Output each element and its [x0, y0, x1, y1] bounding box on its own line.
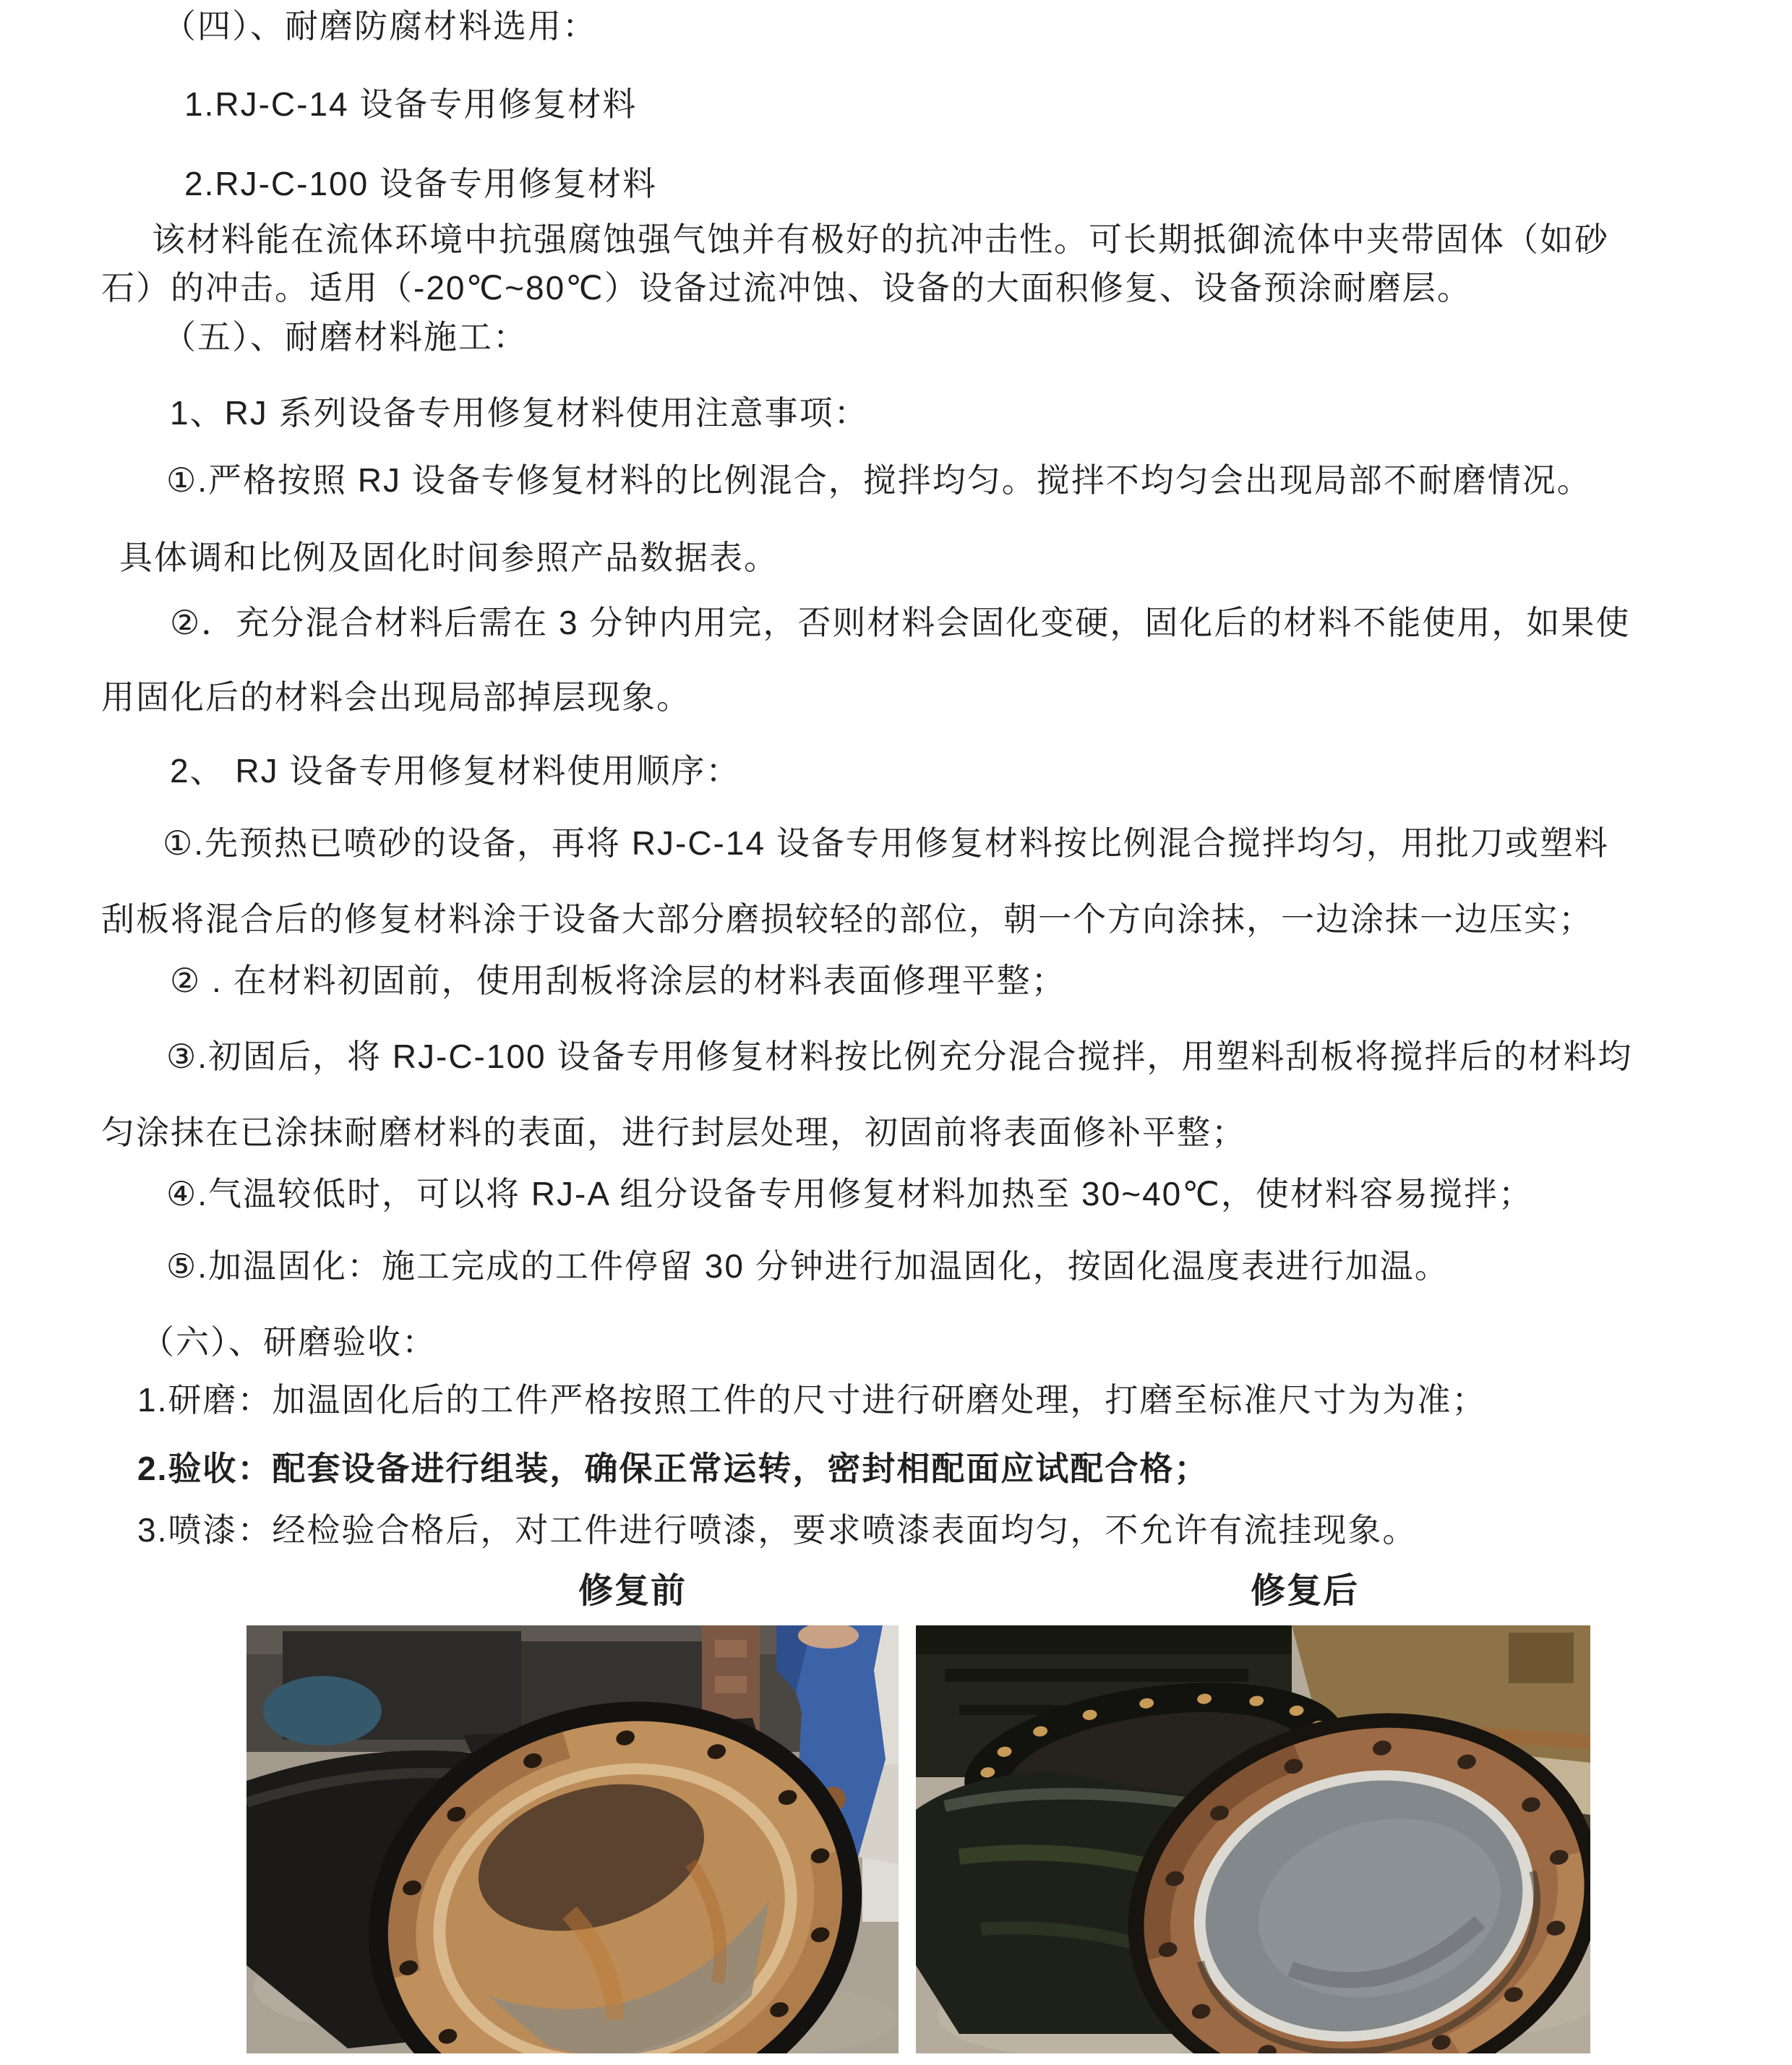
text-line: 匀涂抹在已涂抹耐磨材料的表面，进行封层处理，初固前将表面修补平整；: [101, 1113, 1246, 1151]
figure-row: [246, 1625, 1792, 2053]
list-item: ⑤.加温固化：施工完成的工件停留 30 分钟进行加温固化，按固化温度表进行加温。: [166, 1247, 1449, 1285]
caption-after-repair: 修复后: [1251, 1572, 1360, 1610]
list-item: 1.RJ-C-14 设备专用修复材料: [184, 85, 638, 123]
list-item: ②．充分混合材料后需在 3 分钟内用完，否则材料会固化变硬，固化后的材料不能使用，如果使: [170, 604, 1631, 641]
text-line: 石）的冲击。适用（-20℃~80℃）设备过流冲蚀、设备的大面积修复、设备预涂耐磨层。: [101, 269, 1472, 307]
section-heading: （四）、耐磨防腐材料选用：: [163, 7, 597, 45]
list-item: 2、 RJ 设备专用修复材料使用顺序：: [170, 752, 741, 790]
caption-before-repair: 修复前: [578, 1572, 687, 1610]
list-item: 2.RJ-C-100 设备专用修复材料: [184, 165, 657, 202]
document-text-block: [0, 7, 1792, 1549]
photo-before-repair: [246, 1625, 899, 2053]
list-item: 1.研磨：加温固化后的工件严格按照工件的尺寸进行研磨处理，打磨至标准尺寸为为准；: [137, 1381, 1487, 1419]
text-line: 该材料能在流体环境中抗强腐蚀强气蚀并有极好的抗冲击性。可长期抵御流体中夹带固体（如砂: [152, 221, 1609, 258]
list-item: 3.喷漆：经检验合格后，对工件进行喷漆，要求喷漆表面均匀，不允许有流挂现象。: [137, 1511, 1418, 1549]
list-item: ④.气温较低时，可以将 RJ-A 组分设备专用修复材料加热至 30~40℃，使材料容易搅拌；: [166, 1175, 1533, 1213]
section-heading: （五）、耐磨材料施工：: [163, 318, 528, 356]
list-item: 1、RJ 系列设备专用修复材料使用注意事项：: [170, 394, 869, 432]
text-line: 具体调和比例及固化时间参照产品数据表。: [119, 539, 779, 576]
list-item: ①.先预热已喷砂的设备，再将 RJ-C-14 设备专用修复材料按比例混合搅拌均匀，用批刀或塑料: [163, 824, 1609, 862]
text-line: 用固化后的材料会出现局部掉层现象。: [101, 678, 691, 716]
section-heading: （六）、研磨验收：: [141, 1323, 437, 1361]
text-line: 刮板将混合后的修复材料涂于设备大部分磨损较轻的部位，朝一个方向涂抹，一边涂抹一边压实；: [101, 900, 1593, 938]
list-item: ③.初固后，将 RJ-C-100 设备专用修复材料按比例充分混合搅拌，用塑料刮板将搅拌后的材料均: [166, 1038, 1633, 1075]
photo-after-repair: [916, 1625, 1590, 2053]
list-item: 2.验收：配套设备进行组装，确保正常运转，密封相配面应试配合格；: [137, 1450, 1209, 1487]
list-item: ①.严格按照 RJ 设备专修复材料的比例混合，搅拌均匀。搅拌不均匀会出现局部不耐磨情况。: [166, 461, 1592, 499]
list-item: ② . 在材料初固前，使用刮板将涂层的材料表面修理平整；: [170, 962, 1066, 999]
figure-captions: [0, 1573, 1792, 1610]
